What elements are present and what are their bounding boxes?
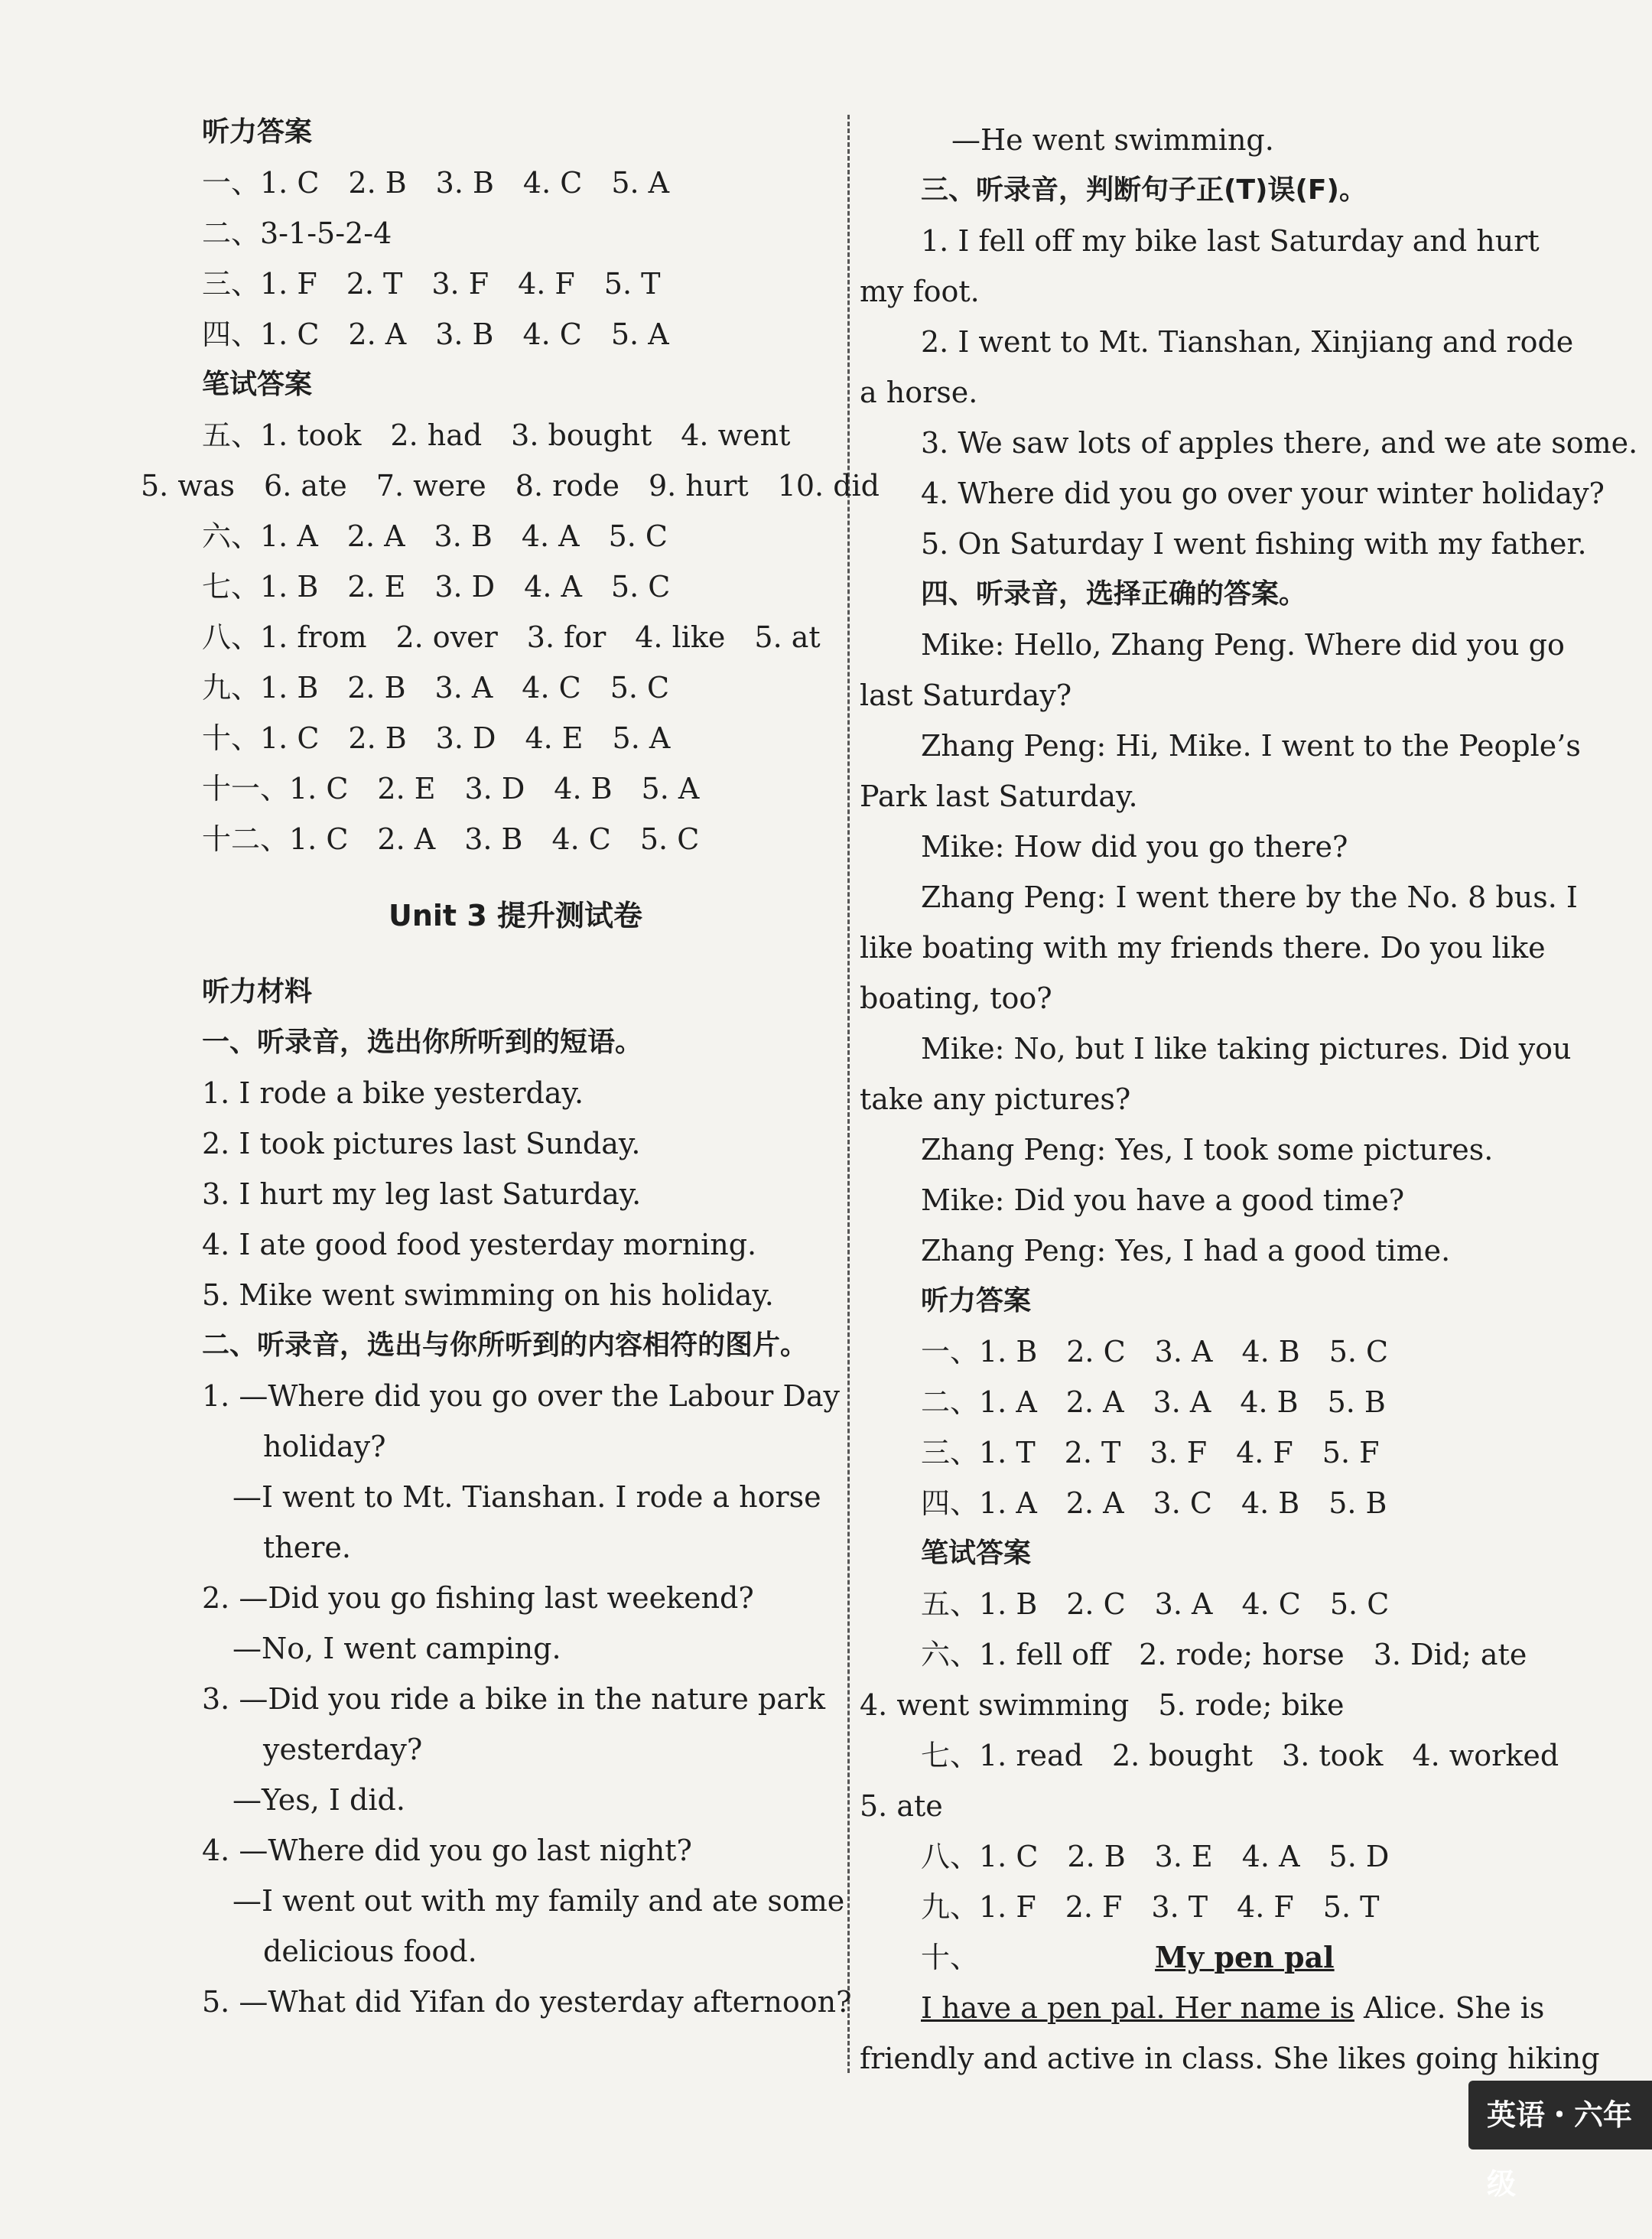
sentence: 2. I took pictures last Sunday. [202, 1127, 641, 1160]
sentence: 5. Mike went swimming on his holiday. [202, 1278, 774, 1312]
sentence: a horse. [860, 376, 978, 409]
sentence: 2. I went to Mt. Tianshan, Xinjiang and rode [921, 325, 1574, 359]
essay-title-row [860, 1932, 1548, 1983]
dialogue-line: —I went to Mt. Tianshan. I rode a horse [233, 1480, 821, 1514]
answer-row: 十、1. C 2. B 3. D 4. E 5. A [202, 721, 671, 755]
answer-row: 七、1. B 2. E 3. D 4. A 5. C [202, 570, 671, 604]
answer-row: 二、3-1-5-2-4 [202, 216, 392, 250]
listen-answers-heading: 听力答案 [921, 1285, 1032, 1316]
answer-row: 十二、1. C 2. A 3. B 4. C 5. C [202, 822, 700, 856]
answer-row: 一、1. B 2. C 3. A 4. B 5. C [921, 1335, 1389, 1368]
dialogue-line: take any pictures? [860, 1082, 1131, 1116]
dialogue-line: 4. —Where did you go last night? [202, 1834, 692, 1867]
section-3-heading: 三、听录音，判断句子正(T)误(F)。 [921, 174, 1367, 206]
dialogue-line: Mike: Did you have a good time? [921, 1183, 1405, 1217]
dialogue-line: yesterday? [263, 1733, 423, 1766]
dialogue-line: 5. —What did Yifan do yesterday afternoon? [202, 1985, 852, 2019]
column-divider [847, 115, 850, 2073]
sentence: 4. I ate good food yesterday morning. [202, 1228, 757, 1261]
dialogue-line: holiday? [263, 1430, 386, 1463]
dialogue-line: —I went out with my family and ate some [233, 1884, 845, 1918]
dialogue-line: delicious food. [263, 1935, 477, 1968]
essay-line: friendly and active in class. She likes going hiking [860, 2042, 1600, 2075]
dialogue-line: like boating with my friends there. Do you like [860, 931, 1546, 965]
answer-row: 八、1. from 2. over 3. for 4. like 5. at [202, 620, 821, 654]
right-column [860, 115, 1638, 2084]
dialogue-line: Mike: How did you go there? [921, 830, 1348, 864]
answer-row: 八、1. C 2. B 3. E 4. A 5. D [921, 1840, 1390, 1873]
dialogue-line: last Saturday? [860, 679, 1072, 712]
section-2-heading: 二、听录音，选出与你所听到的内容相符的图片。 [202, 1329, 808, 1361]
dialogue-line: 3. —Did you ride a bike in the nature park [202, 1682, 826, 1716]
dialogue-line: Mike: Hello, Zhang Peng. Where did you go [921, 628, 1565, 662]
answer-row: 九、1. B 2. B 3. A 4. C 5. C [202, 671, 670, 705]
sentence: 3. We saw lots of apples there, and we ate some. [921, 426, 1638, 460]
essay-text: Alice. She is [1354, 1991, 1545, 2025]
dialogue-line: there. [263, 1531, 351, 1564]
sentence: my foot. [860, 275, 980, 308]
essay-line [860, 1983, 1548, 2033]
answer-row: 三、1. T 2. T 3. F 4. F 5. F [921, 1436, 1380, 1469]
essay-underlined-text: I have a pen pal. Her name is [921, 1991, 1354, 2025]
section-10-label: 十、 [921, 1941, 980, 1974]
answer-row: 七、1. read 2. bought 3. took 4. worked [921, 1739, 1559, 1772]
dialogue-line: Park last Saturday. [860, 779, 1138, 813]
sentence: 4. Where did you go over your winter holiday? [921, 477, 1605, 510]
section-1-heading: 一、听录音，选出你所听到的短语。 [202, 1027, 643, 1058]
answer-row: 四、1. A 2. A 3. C 4. B 5. B [921, 1486, 1387, 1520]
sentence: 1. I fell off my bike last Saturday and hurt [921, 224, 1540, 258]
dialogue-line: Zhang Peng: Hi, Mike. I went to the People’s [921, 729, 1581, 763]
answer-row: 三、1. F 2. T 3. F 4. F 5. T [202, 267, 661, 301]
sentence: 5. On Saturday I went fishing with my father. [921, 527, 1587, 561]
answer-row: 5. was 6. ate 7. were 8. rode 9. hurt 10. did [141, 469, 880, 503]
section-4-heading: 四、听录音，选择正确的答案。 [921, 578, 1307, 610]
dialogue-line: Zhang Peng: I went there by the No. 8 bus. I [921, 880, 1578, 914]
sentence: 1. I rode a bike yesterday. [202, 1076, 584, 1110]
dialogue-line: —Yes, I did. [233, 1783, 405, 1817]
dialogue-line: Zhang Peng: Yes, I had a good time. [921, 1234, 1451, 1268]
dialogue-line: Zhang Peng: Yes, I took some pictures. [921, 1133, 1494, 1167]
written-answers-heading: 笔试答案 [202, 369, 313, 400]
listen-answers-heading: 听力答案 [202, 116, 313, 148]
answer-row: 二、1. A 2. A 3. A 4. B 5. B [921, 1385, 1386, 1419]
dialogue-line: —He went swimming. [951, 123, 1274, 157]
answer-row: 5. ate [860, 1789, 943, 1823]
answer-row: 五、1. B 2. C 3. A 4. C 5. C [921, 1587, 1390, 1621]
answer-row: 十一、1. C 2. E 3. D 4. B 5. A [202, 772, 700, 805]
dialogue-line: boating, too? [860, 981, 1052, 1015]
listening-material-heading: 听力材料 [202, 976, 313, 1007]
answer-row: 六、1. A 2. A 3. B 4. A 5. C [202, 519, 668, 553]
answer-row: 4. went swimming 5. rode; bike [860, 1688, 1345, 1722]
dialogue-line: Mike: No, but I like taking pictures. Did you [921, 1032, 1572, 1066]
unit-title: Unit 3 提升测试卷 [389, 899, 642, 932]
subject-grade-tab: 英语・六年级 [1468, 2081, 1652, 2150]
answer-row: 一、1. C 2. B 3. B 4. C 5. A [202, 166, 670, 200]
answer-row: 五、1. took 2. had 3. bought 4. went [202, 418, 791, 452]
written-answers-heading: 笔试答案 [921, 1538, 1032, 1569]
answer-row: 九、1. F 2. F 3. T 4. F 5. T [921, 1890, 1380, 1924]
dialogue-line: 2. —Did you go fishing last weekend? [202, 1581, 754, 1615]
sentence: 3. I hurt my leg last Saturday. [202, 1177, 642, 1211]
answer-row: 四、1. C 2. A 3. B 4. C 5. A [202, 317, 669, 351]
answer-row: 六、1. fell off 2. rode; horse 3. Did; ate [921, 1638, 1527, 1671]
essay-title: My pen pal [1155, 1940, 1335, 1974]
left-column [141, 107, 880, 2027]
dialogue-line: —No, I went camping. [233, 1632, 561, 1665]
dialogue-line: 1. —Where did you go over the Labour Day [202, 1379, 840, 1413]
